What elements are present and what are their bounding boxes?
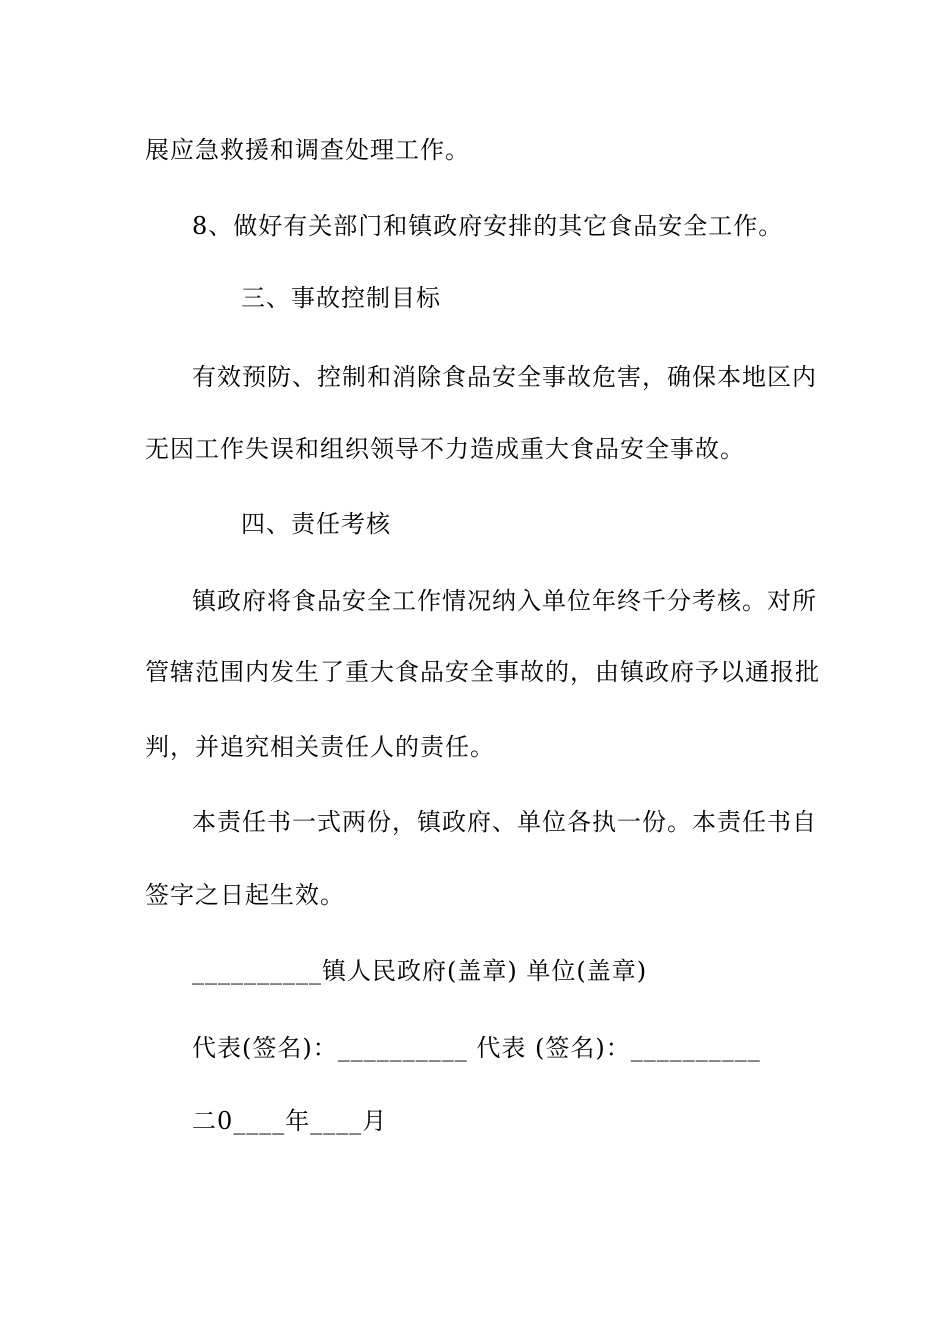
date-line: 二0____年____月	[192, 1107, 388, 1135]
section-heading-accident-control-goal: 三、事故控制目标	[241, 284, 441, 312]
item-8-other-food-safety-work: 8、做好有关部门和镇政府安排的其它食品安全工作。	[192, 212, 784, 240]
signature-seal-line: __________镇人民政府(盖章) 单位(盖章)	[192, 957, 648, 985]
paragraph-line-effective-date: 签字之日起生效。	[145, 881, 345, 909]
paragraph-line-two-copies: 本责任书一式两份，镇政府、单位各执一份。本责任书自	[192, 808, 817, 836]
representative-signature-line: 代表(签名)：__________ 代表 (签名)：__________	[192, 1034, 761, 1062]
paragraph-line-jurisdiction-accident: 管辖范围内发生了重大食品安全事故的，由镇政府予以通报批	[145, 658, 820, 686]
section-heading-responsibility-assessment: 四、责任考核	[241, 510, 391, 538]
paragraph-line-accountability: 判，并追究相关责任人的责任。	[145, 733, 495, 761]
paragraph-line-annual-assessment: 镇政府将食品安全工作情况纳入单位年终千分考核。对所	[192, 587, 817, 615]
paragraph-line-prevent-control: 有效预防、控制和消除食品安全事故危害，确保本地区内	[192, 363, 817, 391]
paragraph-line-emergency-rescue: 展应急救援和调查处理工作。	[145, 136, 470, 164]
paragraph-line-no-major-accident: 无因工作失误和组织领导不力造成重大食品安全事故。	[145, 435, 745, 463]
